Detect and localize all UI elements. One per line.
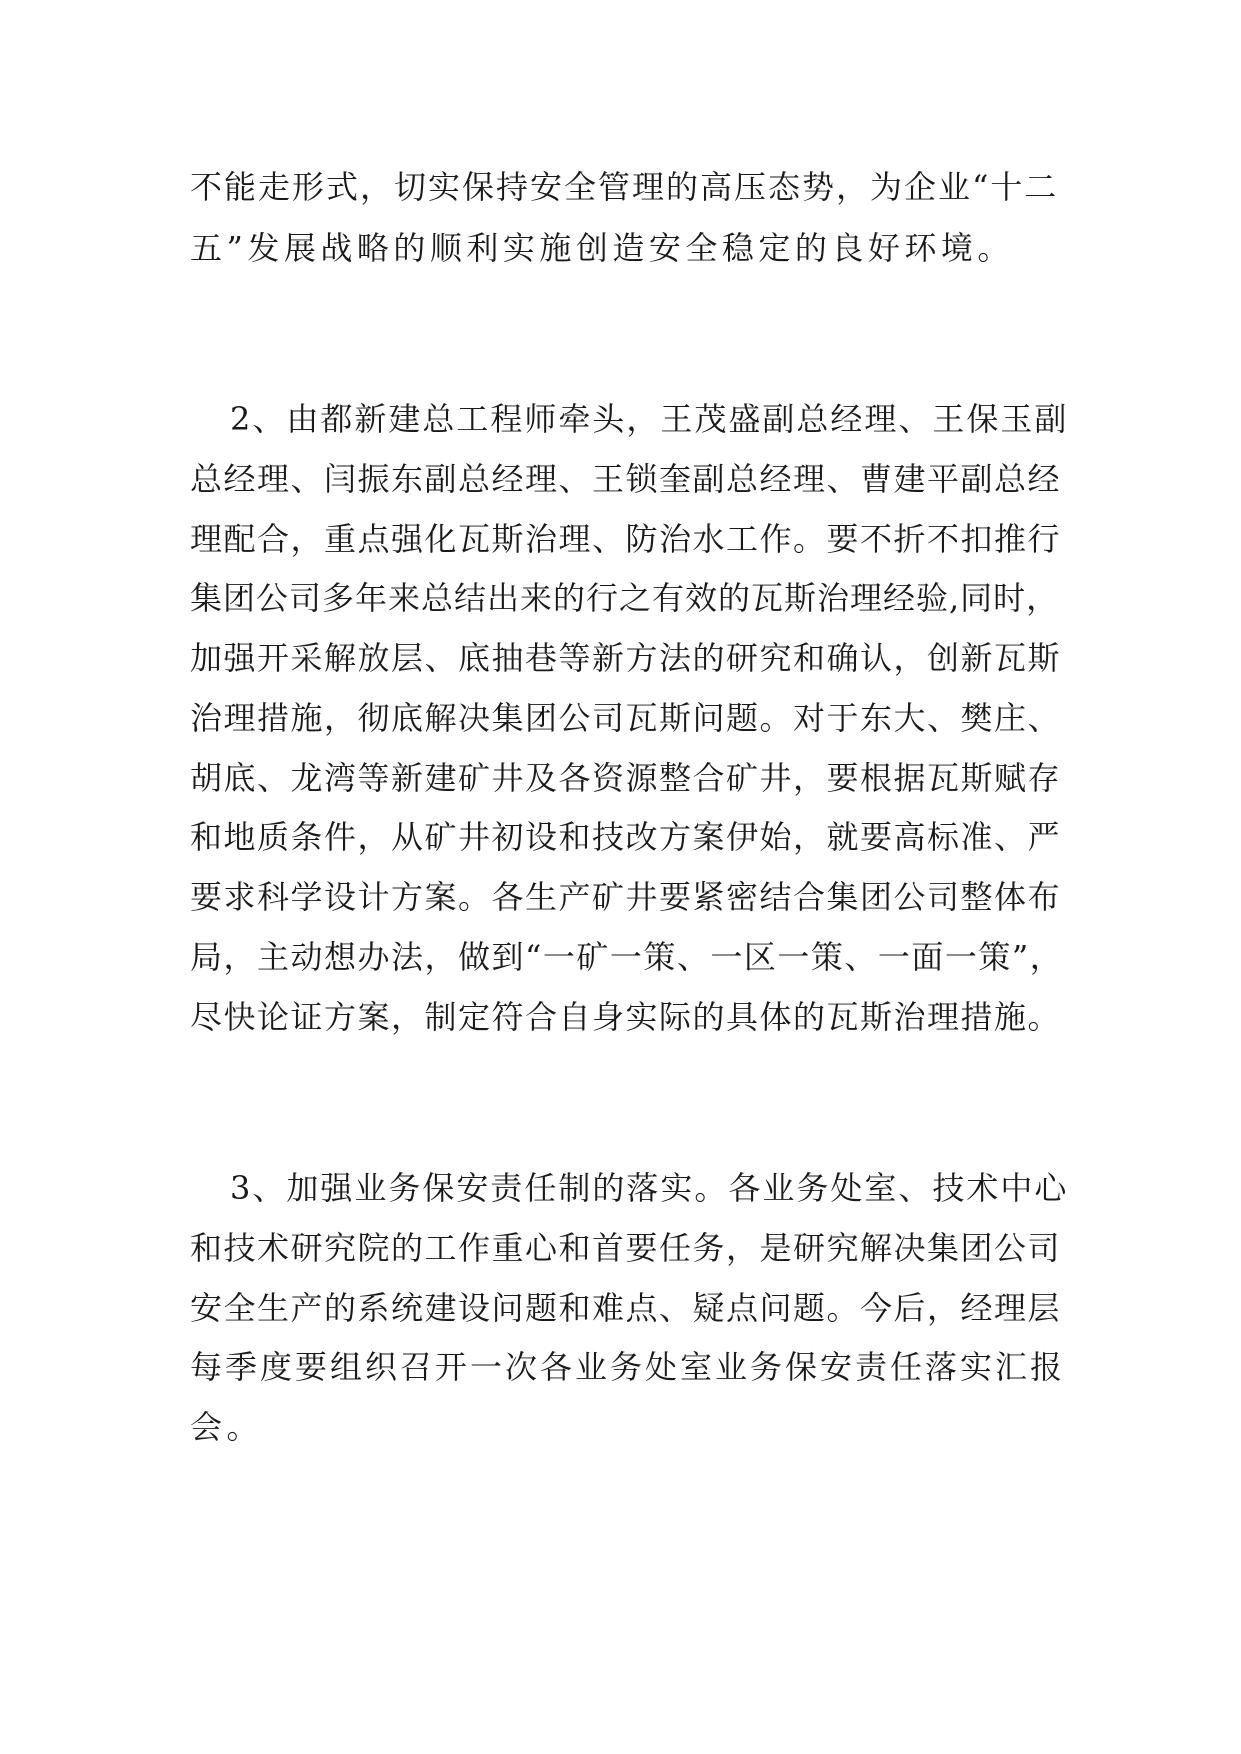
paragraph-3-line-5: 会。 bbox=[190, 1408, 264, 1446]
paragraph-2-line-4: 集团公司多年来总结出来的行之有效的瓦斯治理经验,同时， bbox=[190, 579, 1060, 617]
paragraph-3-line-3: 安全生产的系统建设问题和难点、疑点问题。今后，经理层 bbox=[190, 1289, 1062, 1327]
paragraph-3-line-2: 和技术研究院的工作重心和首要任务，是研究解决集团公司 bbox=[190, 1229, 1062, 1267]
paragraph-1-line-1: 不能走形式，切实保持安全管理的高压态势，为企业“十二 bbox=[190, 168, 1059, 206]
paragraph-2-line-6: 治理措施，彻底解决集团公司瓦斯问题。对于东大、樊庄、 bbox=[190, 699, 1062, 737]
paragraph-2-line-10: 局，主动想办法，做到“一矿一策、一区一策、一面一策”， bbox=[190, 938, 1064, 976]
paragraph-2-line-5: 加强开采解放层、底抽巷等新方法的研究和确认，创新瓦斯 bbox=[190, 639, 1062, 677]
paragraph-2-line-3: 理配合，重点强化瓦斯治理、防治水工作。要不折不扣推行 bbox=[190, 520, 1062, 558]
paragraph-3-line-1: 3、加强业务保安责任制的落实。各业务处室、技术中心 bbox=[230, 1169, 1069, 1207]
paragraph-3-line-4: 每季度要组织召开一次各业务处室业务保安责任落实汇报 bbox=[190, 1348, 1066, 1386]
paragraph-2-line-8: 和地质条件，从矿井初设和技改方案伊始，就要高标准、严 bbox=[190, 818, 1062, 856]
paragraph-2-line-7: 胡底、龙湾等新建矿井及各资源整合矿井，要根据瓦斯赋存 bbox=[190, 759, 1062, 797]
paragraph-2-line-11: 尽快论证方案，制定符合自身实际的具体的瓦斯治理措施。 bbox=[190, 998, 1062, 1036]
paragraph-1-line-2: 五”发展战略的顺利实施创造安全稳定的良好环境。 bbox=[190, 229, 1014, 267]
paragraph-2-line-1: 2、由都新建总工程师牵头，王茂盛副总经理、王保玉副 bbox=[230, 400, 1069, 438]
paragraph-2-line-2: 总经理、闫振东副总经理、王锁奎副总经理、曹建平副总经 bbox=[190, 460, 1062, 498]
paragraph-2-line-9: 要求科学设计方案。各生产矿井要紧密结合集团公司整体布 bbox=[190, 878, 1062, 916]
